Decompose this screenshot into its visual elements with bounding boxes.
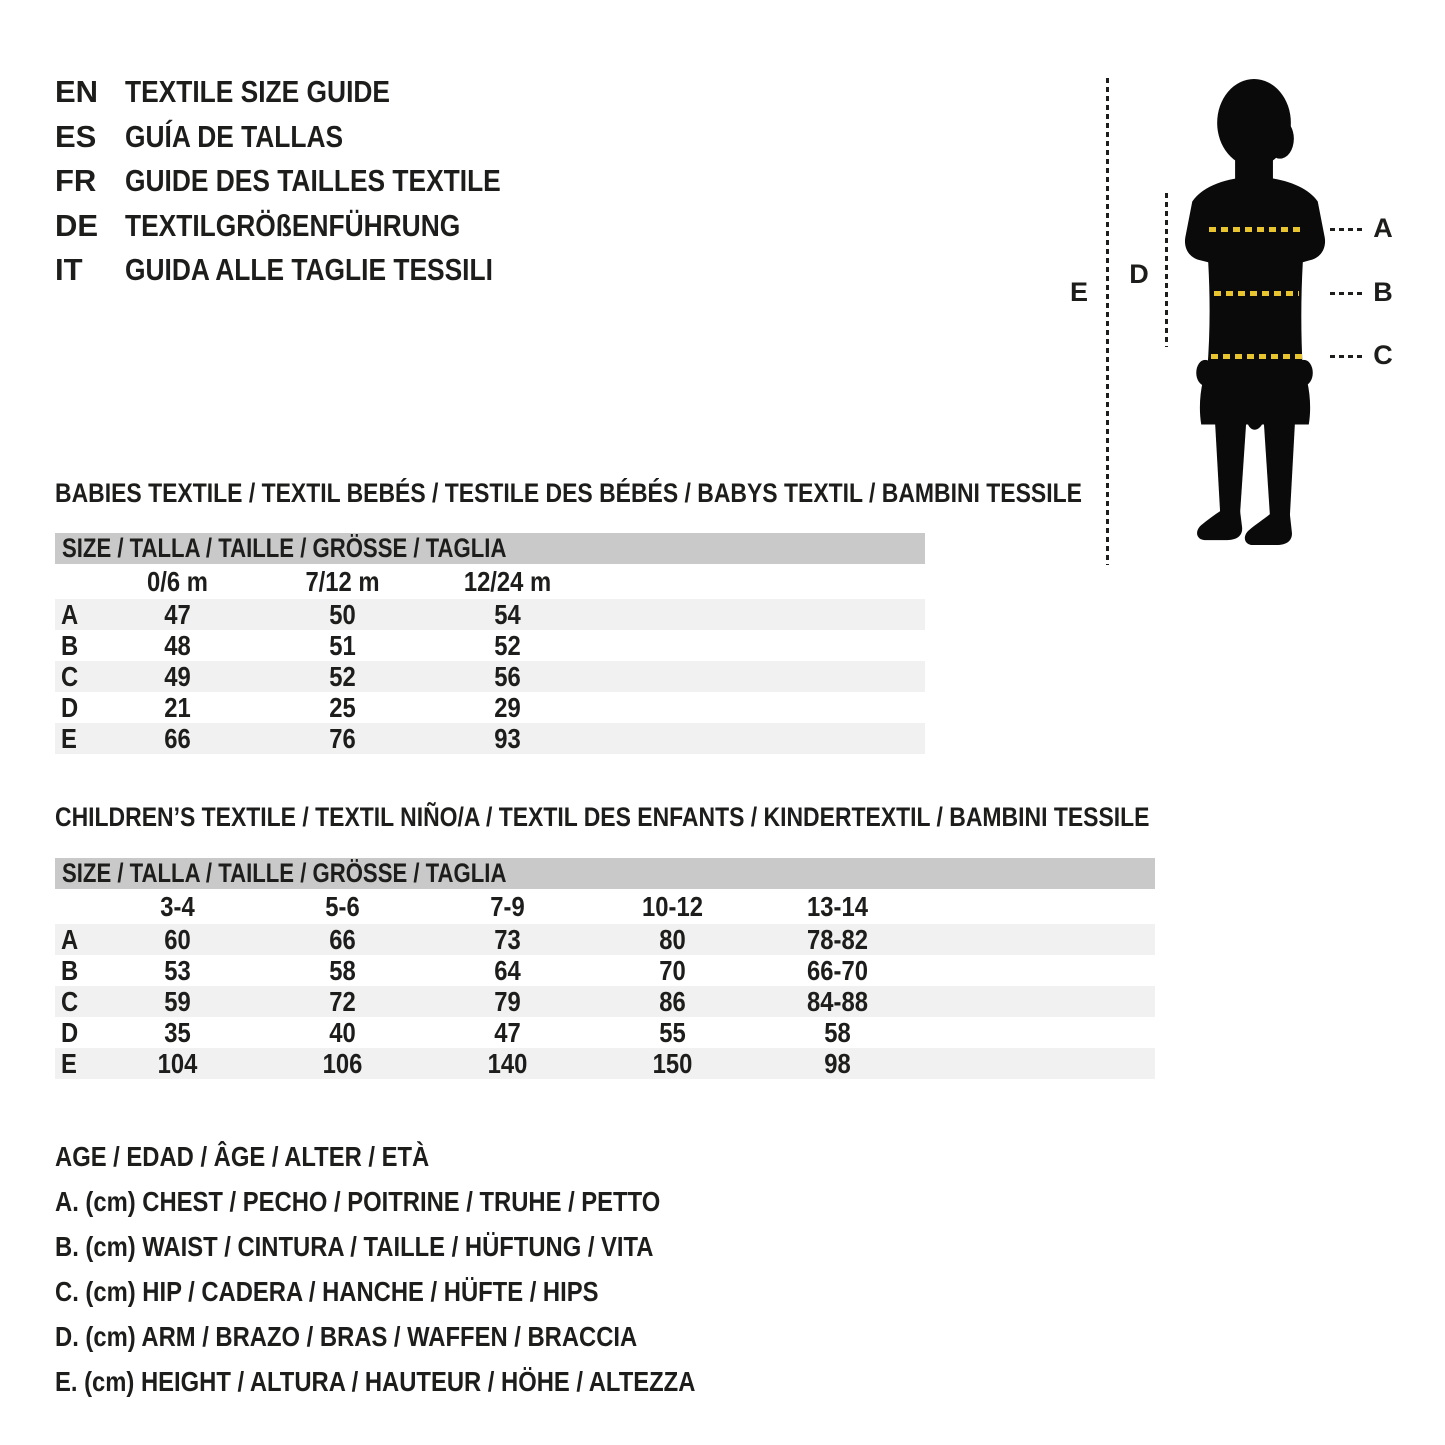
language-title-block	[55, 70, 567, 293]
children-column-header-row	[55, 889, 1155, 924]
lang-code: DE	[55, 207, 99, 243]
cell: 60	[164, 923, 191, 955]
cell: 29	[494, 691, 521, 723]
cell: 93	[494, 722, 521, 754]
cell: 59	[164, 985, 191, 1017]
cell: 66	[329, 923, 356, 955]
cell: 64	[494, 954, 521, 986]
column-header: 7/12 m	[305, 565, 380, 597]
lang-title: GUIDA ALLE TAGLIE TESSILI	[125, 252, 493, 288]
lang-title: TEXTILGRÖßENFÜHRUNG	[125, 207, 461, 243]
lang-code: ES	[55, 118, 97, 154]
row-label: B	[60, 954, 79, 986]
measure-label-d: D	[1129, 259, 1149, 289]
column-header: 7-9	[490, 890, 525, 922]
cell: 73	[494, 923, 521, 955]
cell: 55	[659, 1016, 686, 1048]
measurement-legend	[55, 1134, 808, 1404]
row-label: C	[60, 660, 79, 692]
cell: 140	[487, 1047, 528, 1079]
lang-title: GUIDE DES TAILLES TEXTILE	[125, 163, 501, 199]
lang-row-de	[55, 204, 567, 249]
cell: 47	[494, 1016, 521, 1048]
cell: 52	[494, 629, 521, 661]
column-header: 0/6 m	[147, 565, 208, 597]
cell: 106	[322, 1047, 363, 1079]
measure-label-e: E	[1069, 277, 1088, 307]
table-row-a	[55, 924, 1155, 955]
table-row-b	[55, 630, 925, 661]
cell: 80	[659, 923, 686, 955]
column-header: 5-6	[325, 890, 360, 922]
arm-measure-line-d	[1165, 193, 1168, 347]
waist-leader-dots-b	[1330, 292, 1363, 295]
legend-line-height: E. (cm) HEIGHT / ALTURA / HAUTEUR / HÖHE / ALTEZZA	[55, 1365, 696, 1397]
babies-size-header-bar: SIZE / TALLA / TAILLE / GRÖSSE / TAGLIA	[55, 533, 925, 564]
cell: 86	[659, 985, 686, 1017]
measure-label-b: B	[1373, 277, 1393, 307]
babies-column-header-row	[55, 564, 925, 599]
measure-label-a: A	[1373, 213, 1393, 243]
row-label: C	[60, 985, 79, 1017]
row-label: D	[60, 1016, 79, 1048]
cell: 150	[652, 1047, 693, 1079]
lang-title: TEXTILE SIZE GUIDE	[125, 74, 391, 110]
measure-label-c: C	[1373, 340, 1393, 370]
cell: 49	[164, 660, 191, 692]
legend-line-age: AGE / EDAD / ÂGE / ALTER / ETÀ	[55, 1140, 430, 1172]
lang-code: EN	[55, 74, 99, 110]
cell: 70	[659, 954, 686, 986]
cell: 58	[824, 1016, 851, 1048]
children-size-table	[55, 858, 1155, 1079]
hip-leader-dots-c	[1330, 355, 1363, 358]
cell: 104	[157, 1047, 198, 1079]
hip-dash-line-c	[1211, 354, 1304, 359]
row-label: B	[60, 629, 79, 661]
table-row-d	[55, 1017, 1155, 1048]
row-label: D	[60, 691, 79, 723]
cell: 79	[494, 985, 521, 1017]
children-size-header-bar: SIZE / TALLA / TAILLE / GRÖSSE / TAGLIA	[55, 858, 1155, 889]
lang-row-it	[55, 248, 567, 293]
babies-size-table	[55, 533, 925, 754]
legend-line-arm: D. (cm) ARM / BRAZO / BRAS / WAFFEN / BRACCIA	[55, 1320, 638, 1352]
legend-line-waist: B. (cm) WAIST / CINTURA / TAILLE / HÜFTUNG / VITA	[55, 1230, 654, 1262]
legend-line-hip: C. (cm) HIP / CADERA / HANCHE / HÜFTE / HIPS	[55, 1275, 599, 1307]
cell: 25	[329, 691, 356, 723]
cell: 72	[329, 985, 356, 1017]
table-row-b	[55, 955, 1155, 986]
cell: 78-82	[807, 923, 868, 955]
lang-title: GUÍA DE TALLAS	[125, 118, 344, 154]
cell: 58	[329, 954, 356, 986]
cell: 48	[164, 629, 191, 661]
table-row-e	[55, 723, 925, 754]
lang-code: IT	[55, 252, 83, 288]
chest-dash-line-a	[1209, 227, 1304, 232]
lang-row-en	[55, 70, 567, 115]
column-header: 3-4	[160, 890, 195, 922]
cell: 53	[164, 954, 191, 986]
waist-dash-line-b	[1214, 291, 1299, 296]
lang-row-fr	[55, 159, 567, 204]
row-label: E	[60, 722, 77, 754]
table-row-d	[55, 692, 925, 723]
lang-code: FR	[55, 163, 97, 199]
cell: 21	[164, 691, 191, 723]
column-header: 10-12	[642, 890, 703, 922]
cell: 47	[164, 598, 191, 630]
table-row-a	[55, 599, 925, 630]
table-row-c	[55, 986, 1155, 1017]
table-row-e	[55, 1048, 1155, 1079]
lang-row-es	[55, 115, 567, 160]
cell: 56	[494, 660, 521, 692]
cell: 84-88	[807, 985, 868, 1017]
cell: 51	[329, 629, 356, 661]
cell: 35	[164, 1016, 191, 1048]
cell: 76	[329, 722, 356, 754]
cell: 52	[329, 660, 356, 692]
row-label: E	[60, 1047, 77, 1079]
legend-line-chest: A. (cm) CHEST / PECHO / POITRINE / TRUHE / PETTO	[55, 1185, 661, 1217]
cell: 66	[164, 722, 191, 754]
row-label: A	[60, 923, 79, 955]
cell: 50	[329, 598, 356, 630]
cell: 66-70	[807, 954, 868, 986]
cell: 54	[494, 598, 521, 630]
children-section-heading: CHILDREN’S TEXTILE / TEXTIL NIÑO/A / TEXTIL DES ENFANTS / KINDERTEXTIL / BAMBINI TESSILE	[55, 802, 1150, 832]
column-header: 12/24 m	[463, 565, 552, 597]
chest-leader-dots-a	[1330, 228, 1363, 231]
row-label: A	[60, 598, 79, 630]
cell: 98	[824, 1047, 851, 1079]
table-row-c	[55, 661, 925, 692]
column-header: 13-14	[807, 890, 868, 922]
cell: 40	[329, 1016, 356, 1048]
babies-section-heading: BABIES TEXTILE / TEXTIL BEBÉS / TESTILE DES BÉBÉS / BABYS TEXTIL / BAMBINI TESSILE	[55, 478, 1082, 508]
